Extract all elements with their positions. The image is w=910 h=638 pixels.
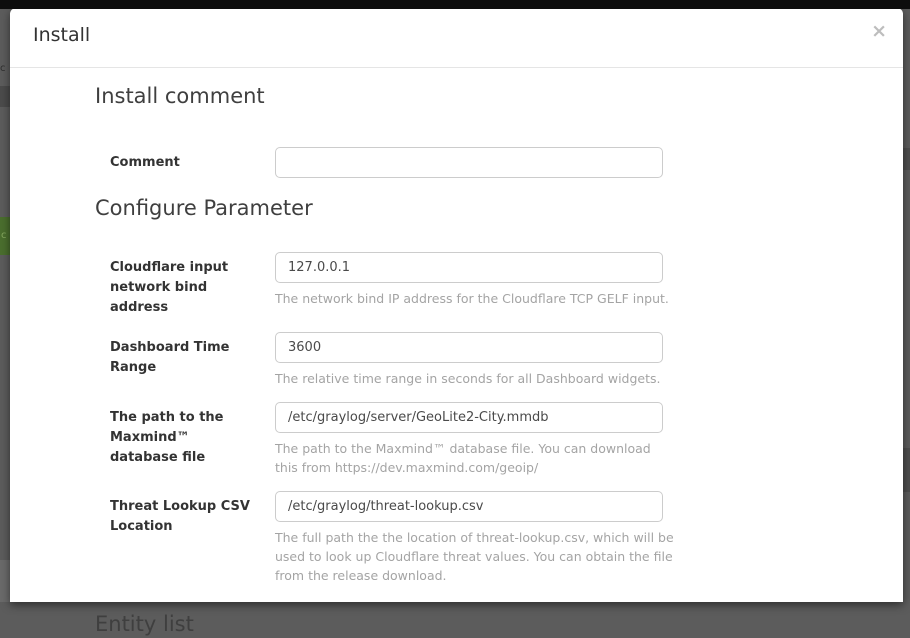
background-page-band — [903, 148, 910, 170]
parameter-help-text: The network bind IP address for the Cloudflare TCP GELF input. — [275, 291, 669, 306]
threat-lookup-csv-input[interactable] — [275, 491, 663, 522]
parameter-row-dashboard-time-range — [95, 332, 883, 388]
entity-list-heading: Entity list — [95, 612, 194, 636]
background-page-footer-fragment — [0, 560, 10, 602]
dashboard-time-range-input[interactable] — [275, 332, 663, 363]
modal-header — [10, 8, 903, 68]
maxmind-path-input[interactable] — [275, 402, 663, 433]
background-page-band — [0, 86, 10, 107]
comment-label: Comment — [110, 155, 180, 170]
parameter-row-threat-lookup-csv — [95, 491, 883, 585]
parameter-row-bind-address — [95, 252, 883, 318]
modal-body — [10, 68, 903, 638]
parameter-label: Threat Lookup CSV Location — [110, 499, 250, 534]
parameter-help-text: The full path the the location of threat-lookup.csv, which will be used to look up Cloudflare threat values. You can obtain the file from the release download. — [275, 530, 674, 583]
modal-title: Install — [33, 24, 91, 46]
close-icon[interactable]: × — [871, 20, 887, 42]
comment-field-row — [95, 147, 883, 178]
install-modal — [10, 8, 903, 636]
parameter-label: The path to the Maxmind™ database file — [110, 410, 224, 465]
install-comment-heading: Install comment — [95, 84, 265, 108]
configure-parameter-heading: Configure Parameter — [95, 196, 313, 220]
parameter-row-maxmind-path — [95, 402, 883, 477]
background-text-fragment: c — [0, 63, 6, 74]
parameter-help-text: The path to the Maxmind™ database file. You can download this from https://dev.maxmind.com/geoip/ — [275, 441, 651, 475]
parameter-label: Dashboard Time Range — [110, 340, 230, 375]
background-top-bar — [0, 0, 910, 9]
bind-address-input[interactable] — [275, 252, 663, 283]
parameter-label: Cloudflare input network bind address — [110, 260, 229, 315]
comment-input[interactable] — [275, 147, 663, 178]
background-green-button-fragment: c — [0, 217, 10, 255]
background-page-band — [903, 448, 910, 492]
parameter-help-text: The relative time range in seconds for all Dashboard widgets. — [275, 371, 661, 386]
